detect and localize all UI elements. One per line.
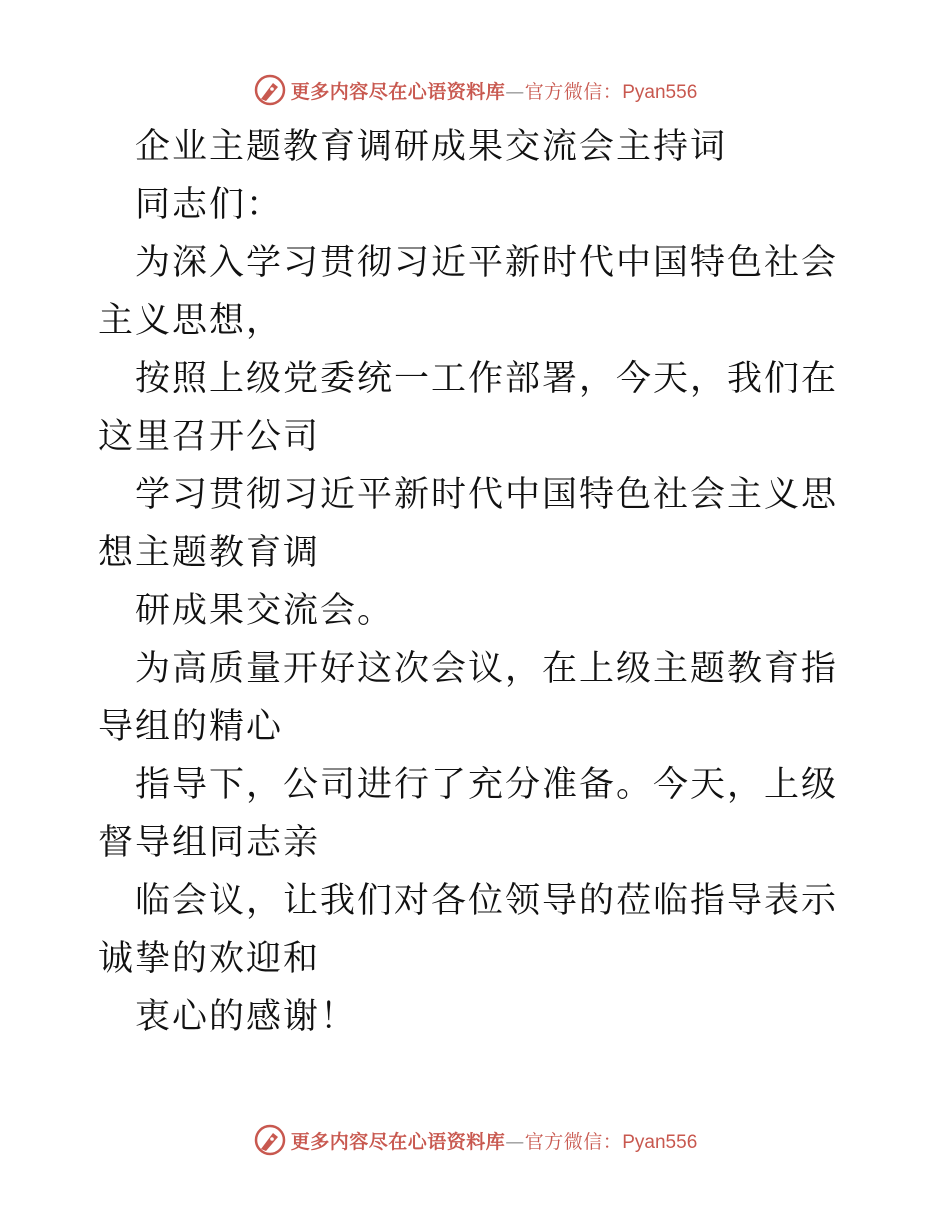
body-paragraph: 衷心的感谢！ (135, 997, 358, 1037)
header-banner (0, 70, 950, 110)
header-contact-handle: Pyan556 (622, 81, 698, 103)
body-paragraph: 为深入学习贯彻习近平新时代中国特色社会主义思想， (98, 243, 839, 341)
header-brand: 更多内容尽在心语资料库 (290, 80, 506, 103)
body-paragraph: 指导下，公司进行了充分准备。今天，上级督导组同志亲 (98, 765, 839, 863)
footer-dash: — (505, 1130, 525, 1153)
header-dash: — (505, 80, 525, 103)
footer-contact-handle: Pyan556 (622, 1131, 698, 1153)
document-title: 企业主题教育调研成果交流会主持词 (135, 127, 728, 167)
footer-brand: 更多内容尽在心语资料库 (290, 1130, 506, 1153)
body-paragraph: 为高质量开好这次会议，在上级主题教育指导组的精心 (98, 649, 839, 747)
pen-nib-logo-icon (253, 73, 287, 107)
body-paragraph: 按照上级党委统一工作部署，今天，我们在这里召开公司 (98, 359, 839, 457)
salutation: 同志们： (135, 185, 284, 225)
body-paragraph: 研成果交流会。 (135, 591, 395, 631)
footer-banner (0, 1120, 950, 1160)
document-body (98, 118, 858, 1046)
header-contact-label: 官方微信： (524, 80, 623, 103)
footer-banner-text (291, 1127, 698, 1154)
body-paragraph: 学习贯彻习近平新时代中国特色社会主义思想主题教育调 (98, 475, 839, 573)
pen-nib-logo-icon (253, 1123, 287, 1157)
header-banner-text (291, 77, 698, 104)
footer-contact-label: 官方微信： (524, 1130, 623, 1153)
body-paragraph: 临会议，让我们对各位领导的莅临指导表示诚挚的欢迎和 (98, 881, 839, 979)
